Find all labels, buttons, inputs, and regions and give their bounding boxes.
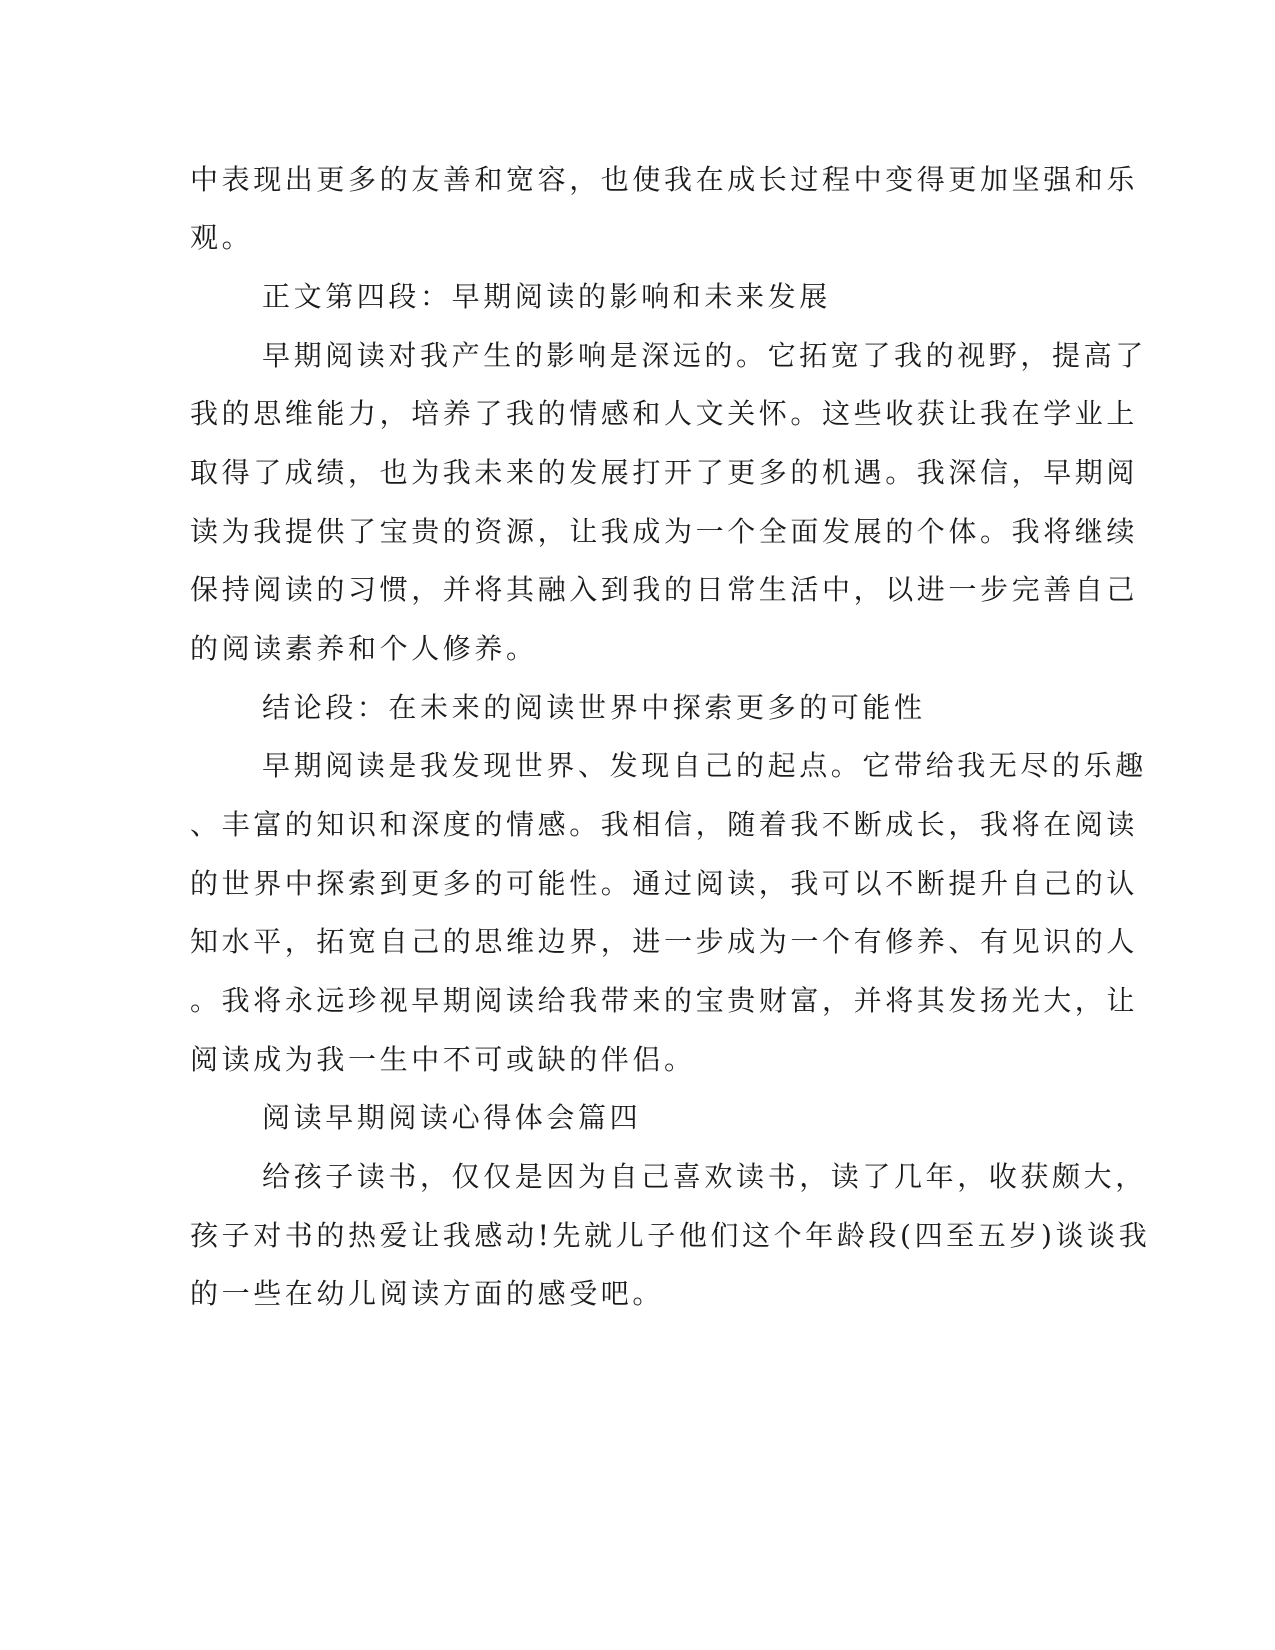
section-heading: 正文第四段：早期阅读的影响和未来发展 [262, 280, 831, 313]
text-line: 保持阅读的习惯，并将其融入到我的日常生活中，以进一步完善自己 [190, 573, 1139, 606]
text-line: 中表现出更多的友善和宽容，也使我在成长过程中变得更加坚强和乐 [190, 163, 1139, 196]
text-line: 的阅读素养和个人修养。 [190, 632, 538, 665]
text-line: 我的思维能力，培养了我的情感和人文关怀。这些收获让我在学业上 [190, 397, 1139, 430]
text-line: 孩子对书的热爱让我感动!先就儿子他们这个年龄段(四至五岁)谈谈我 [190, 1219, 1151, 1252]
text-line: 给孩子读书，仅仅是因为自己喜欢读书，读了几年，收获颇大， [262, 1160, 1147, 1193]
section-heading: 阅读早期阅读心得体会篇四 [262, 1101, 642, 1134]
section-heading: 结论段：在未来的阅读世界中探索更多的可能性 [262, 691, 926, 724]
text-line: 的世界中探索到更多的可能性。通过阅读，我可以不断提升自己的认 [190, 867, 1139, 900]
text-line: 的一些在幼儿阅读方面的感受吧。 [190, 1277, 665, 1310]
text-line: 取得了成绩，也为我未来的发展打开了更多的机遇。我深信，早期阅 [190, 456, 1139, 489]
text-line: 早期阅读对我产生的影响是深远的。它拓宽了我的视野，提高了 [262, 339, 1147, 372]
text-line: 。我将永远珍视早期阅读给我带来的宝贵财富，并将其发扬光大，让 [190, 984, 1139, 1017]
text-line: 观。 [190, 221, 254, 254]
text-line: 读为我提供了宝贵的资源，让我成为一个全面发展的个体。我将继续 [190, 515, 1139, 548]
text-line: 、丰富的知识和深度的情感。我相信，随着我不断成长，我将在阅读 [190, 808, 1139, 841]
text-line: 知水平，拓宽自己的思维边界，进一步成为一个有修养、有见识的人 [190, 925, 1139, 958]
text-line: 阅读成为我一生中不可或缺的伴侣。 [190, 1043, 696, 1076]
text-line: 早期阅读是我发现世界、发现自己的起点。它带给我无尽的乐趣 [262, 749, 1147, 782]
